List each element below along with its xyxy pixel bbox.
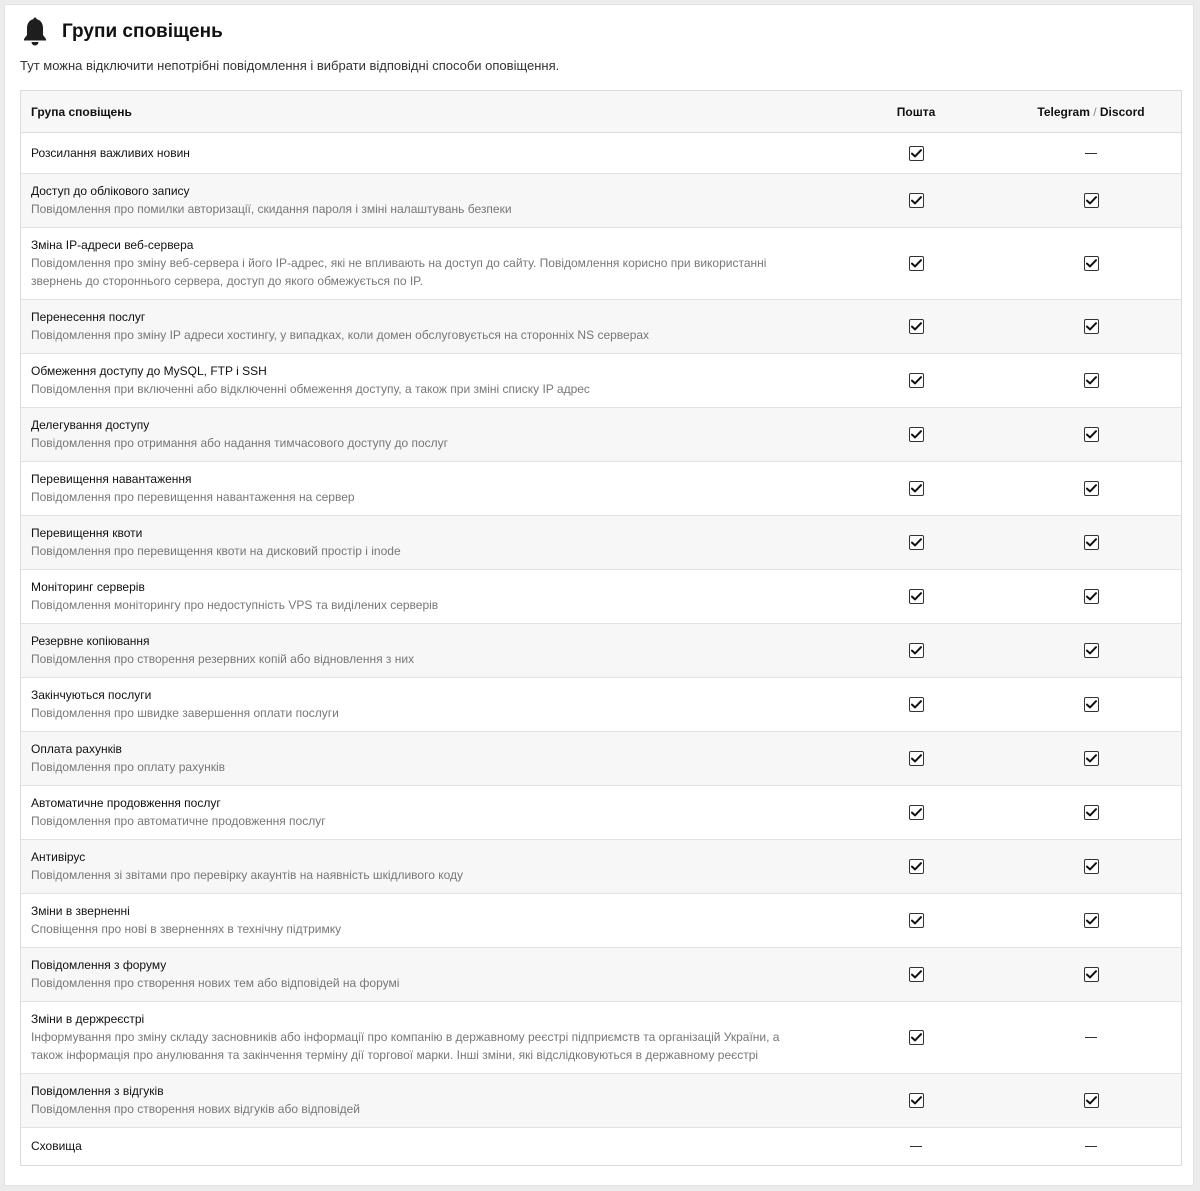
checkmark-icon [1086,700,1097,709]
group-title: Зміна IP-адреси веб-сервера [31,238,194,252]
group-title: Зміни в держреєстрі [31,1012,145,1026]
checkmark-icon [1086,754,1097,763]
checkmark-icon [1086,916,1097,925]
telegram-discord-cell [1001,1037,1181,1038]
group-name-cell [21,363,831,398]
table-row [21,228,1181,300]
mail-checkbox[interactable] [909,193,924,208]
mail-checkbox[interactable] [909,319,924,334]
group-description: Повідомлення про зміну веб-сервера і його IP-адрес, які не впливають на доступ до сайту. Повідомлення корисно при використанні звернень до стороннього сервера, доступ до якого обмежується по IP. [31,256,767,288]
checkmark-icon [911,862,922,871]
not-available-dash [1085,153,1097,154]
checkmark-icon [911,196,922,205]
mail-cell [831,589,1001,604]
mail-cell [831,967,1001,982]
group-name-cell [21,579,831,614]
notification-groups-panel [4,4,1194,1186]
bell-icon [20,16,50,48]
table-row [21,1002,1181,1074]
group-description: Повідомлення про перевищення квоти на дисковий простір і inode [31,544,401,558]
checkmark-icon [911,538,922,547]
checkmark-icon [911,970,922,979]
telegram-discord-checkbox[interactable] [1084,373,1099,388]
mail-checkbox[interactable] [909,427,924,442]
group-description: Повідомлення про перевищення навантаження на сервер [31,490,355,504]
group-description: Інформування про зміну складу засновників або інформації про компанію в державному реєстрі підприємств та організацій України, а також інформація про анулювання та закінчення терміну дії торгової марки. Інші зміни, які відслідковуються в державному реєстрі [31,1030,780,1062]
not-available-dash [1085,1037,1097,1038]
group-name-cell [21,957,831,992]
telegram-discord-cell [1001,859,1181,874]
table-row [21,732,1181,786]
telegram-discord-checkbox[interactable] [1084,193,1099,208]
telegram-discord-cell [1001,256,1181,271]
mail-checkbox[interactable] [909,697,924,712]
table-row [21,624,1181,678]
group-description: Повідомлення моніторингу про недоступність VPS та виділених серверів [31,598,439,612]
checkmark-icon [1086,322,1097,331]
group-title: Автоматичне продовження послуг [31,796,221,810]
checkmark-icon [911,646,922,655]
group-title: Моніторинг серверів [31,580,145,594]
mail-cell [831,643,1001,658]
checkmark-icon [1086,484,1097,493]
group-description: Повідомлення зі звітами про перевірку акаунтів на наявність шкідливого коду [31,868,464,882]
mail-checkbox[interactable] [909,805,924,820]
mail-cell [831,427,1001,442]
mail-checkbox[interactable] [909,1093,924,1108]
checkmark-icon [911,916,922,925]
telegram-discord-cell [1001,751,1181,766]
not-available-dash [1085,1146,1097,1147]
table-row [21,570,1181,624]
group-title: Доступ до облікового запису [31,184,190,198]
checkmark-icon [911,259,922,268]
mail-cell [831,146,1001,161]
telegram-discord-checkbox[interactable] [1084,697,1099,712]
telegram-discord-checkbox[interactable] [1084,643,1099,658]
mail-checkbox[interactable] [909,256,924,271]
mail-cell [831,319,1001,334]
mail-cell [831,859,1001,874]
mail-checkbox[interactable] [909,535,924,550]
telegram-discord-checkbox[interactable] [1084,535,1099,550]
group-name-cell [21,795,831,830]
telegram-discord-cell [1001,373,1181,388]
telegram-discord-cell [1001,193,1181,208]
mail-cell [831,1093,1001,1108]
mail-cell [831,481,1001,496]
mail-cell [831,805,1001,820]
telegram-discord-checkbox[interactable] [1084,859,1099,874]
table-header [21,91,1181,133]
mail-cell [831,193,1001,208]
group-description: Повідомлення про швидке завершення оплати послуги [31,706,339,720]
group-title: Повідомлення з відгуків [31,1084,164,1098]
table-row [21,678,1181,732]
mail-cell [831,535,1001,550]
group-name-cell [21,687,831,722]
checkmark-icon [911,592,922,601]
group-description: Повідомлення про зміну IP адреси хостингу, у випадках, коли домен обслуговується на сторонніх NS серверах [31,328,650,342]
group-name-cell [21,741,831,776]
group-name-cell [21,903,831,938]
page-description: Тут можна відключити непотрібні повідомлення і вибрати відповідні способи оповіщення. [20,58,560,73]
telegram-discord-cell [1001,535,1181,550]
telegram-discord-cell [1001,427,1181,442]
mail-checkbox[interactable] [909,751,924,766]
column-header-separator: / [1089,104,1100,119]
page-title: Групи сповіщень [62,21,223,42]
telegram-discord-cell [1001,805,1181,820]
telegram-discord-cell [1001,1093,1181,1108]
panel-header [20,15,223,49]
group-description: Повідомлення про створення нових тем або відповідей на форумі [31,976,400,990]
mail-cell [831,373,1001,388]
table-body [21,133,1181,1165]
table-row [21,894,1181,948]
mail-checkbox[interactable] [909,373,924,388]
group-name-cell [21,1011,831,1064]
mail-checkbox[interactable] [909,481,924,496]
column-header-discord: Discord [1099,104,1145,119]
checkmark-icon [911,322,922,331]
checkmark-icon [911,149,922,158]
telegram-discord-checkbox[interactable] [1084,913,1099,928]
table-row [21,516,1181,570]
notification-groups-table [20,90,1182,1166]
group-name-cell [21,309,831,344]
column-header-telegram-discord [1001,105,1181,119]
group-title: Антивірус [31,850,86,864]
telegram-discord-checkbox[interactable] [1084,751,1099,766]
checkmark-icon [1086,430,1097,439]
column-header-group: Група сповіщень [31,104,132,119]
telegram-discord-checkbox[interactable] [1084,1093,1099,1108]
table-row [21,840,1181,894]
table-row [21,408,1181,462]
telegram-discord-checkbox[interactable] [1084,967,1099,982]
checkmark-icon [1086,862,1097,871]
group-name-cell [21,1138,831,1155]
group-title: Повідомлення з форуму [31,958,167,972]
mail-cell [831,1146,1001,1147]
checkmark-icon [1086,646,1097,655]
checkmark-icon [911,754,922,763]
mail-checkbox[interactable] [909,643,924,658]
table-row [21,174,1181,228]
table-row [21,462,1181,516]
telegram-discord-cell [1001,481,1181,496]
group-title: Розсилання важливих новин [31,145,190,160]
checkmark-icon [1086,538,1097,547]
telegram-discord-cell [1001,153,1181,154]
group-description: Сповіщення про нові в зверненнях в технічну підтримку [31,922,342,936]
table-row [21,300,1181,354]
checkmark-icon [911,700,922,709]
checkmark-icon [911,484,922,493]
column-header-mail: Пошта [896,104,936,119]
table-row [21,1128,1181,1165]
checkmark-icon [1086,592,1097,601]
mail-cell [831,751,1001,766]
checkmark-icon [911,808,922,817]
group-name-cell [21,145,831,162]
telegram-discord-checkbox[interactable] [1084,319,1099,334]
mail-checkbox[interactable] [909,967,924,982]
group-title: Делегування доступу [31,418,150,432]
table-row [21,786,1181,840]
mail-cell [831,1030,1001,1045]
telegram-discord-cell [1001,319,1181,334]
group-description: Повідомлення про створення нових відгуків або відповідей [31,1102,360,1116]
group-title: Перевищення квоти [31,526,143,540]
table-row [21,1074,1181,1128]
checkmark-icon [911,376,922,385]
telegram-discord-checkbox[interactable] [1084,256,1099,271]
group-name-cell [21,183,831,218]
group-name-cell [21,471,831,506]
group-name-cell [21,525,831,560]
telegram-discord-cell [1001,697,1181,712]
telegram-discord-checkbox[interactable] [1084,805,1099,820]
group-title: Резервне копіювання [31,634,150,648]
group-title: Сховища [31,1139,82,1153]
telegram-discord-checkbox[interactable] [1084,481,1099,496]
group-name-cell [21,633,831,668]
not-available-dash [910,1146,922,1147]
telegram-discord-cell [1001,643,1181,658]
mail-cell [831,697,1001,712]
checkmark-icon [911,1033,922,1042]
mail-cell [831,256,1001,271]
mail-cell [831,913,1001,928]
checkmark-icon [1086,196,1097,205]
group-title: Зміни в зверненні [31,904,130,918]
telegram-discord-cell [1001,1146,1181,1147]
group-name-cell [21,237,831,290]
table-row [21,948,1181,1002]
group-name-cell [21,417,831,452]
mail-checkbox[interactable] [909,913,924,928]
checkmark-icon [1086,1096,1097,1105]
mail-checkbox[interactable] [909,146,924,161]
mail-checkbox[interactable] [909,859,924,874]
group-title: Перенесення послуг [31,310,146,324]
checkmark-icon [911,1096,922,1105]
group-description: Повідомлення про автоматичне продовження послуг [31,814,326,828]
telegram-discord-cell [1001,589,1181,604]
table-row [21,133,1181,174]
group-title: Оплата рахунків [31,742,122,756]
mail-checkbox[interactable] [909,1030,924,1045]
mail-checkbox[interactable] [909,589,924,604]
checkmark-icon [1086,970,1097,979]
group-description: Повідомлення про помилки авторизації, скидання пароля і зміні налаштувань безпеки [31,202,512,216]
checkmark-icon [1086,259,1097,268]
telegram-discord-cell [1001,913,1181,928]
group-title: Обмеження доступу до MySQL, FTP і SSH [31,364,267,378]
checkmark-icon [911,430,922,439]
group-description: Повідомлення про оплату рахунків [31,760,226,774]
group-name-cell [21,1083,831,1118]
group-title: Закінчуються послуги [31,688,152,702]
telegram-discord-checkbox[interactable] [1084,427,1099,442]
telegram-discord-cell [1001,967,1181,982]
checkmark-icon [1086,376,1097,385]
group-title: Перевищення навантаження [31,472,192,486]
column-header-telegram: Telegram [1037,104,1090,119]
table-row [21,354,1181,408]
group-name-cell [21,849,831,884]
group-description: Повідомлення при включенні або відключенні обмеження доступу, а також при зміні списку IP адрес [31,382,590,396]
telegram-discord-checkbox[interactable] [1084,589,1099,604]
group-description: Повідомлення про створення резервних копій або відновлення з них [31,652,415,666]
checkmark-icon [1086,808,1097,817]
group-description: Повідомлення про отримання або надання тимчасового доступу до послуг [31,436,449,450]
